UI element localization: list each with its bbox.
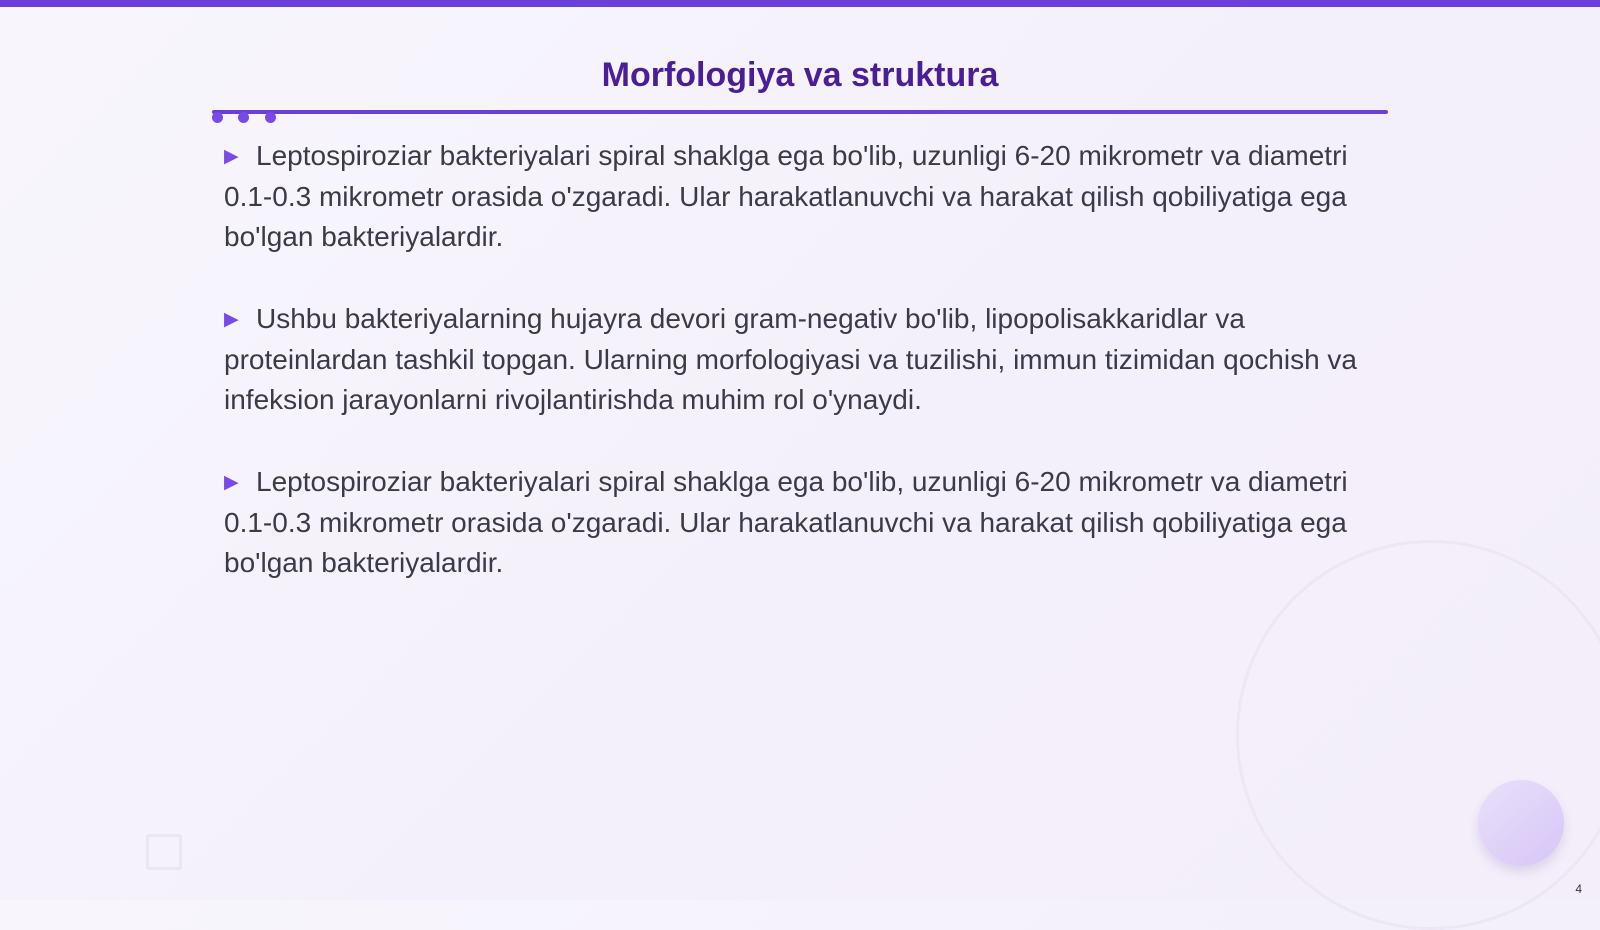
decorative-dot-icon [212, 112, 223, 123]
triangle-bullet-icon: ▶ [224, 146, 239, 167]
top-accent-bar [0, 0, 1600, 7]
triangle-bullet-icon: ▶ [224, 309, 239, 330]
title-underline [212, 110, 1388, 114]
page-number: 4 [1575, 882, 1582, 896]
bullet-item [224, 299, 1374, 420]
bullet-text: Leptospiroziar bakteriyalari spiral shaklga ega bo'lib, uzunligi 6-20 mikrometr va diametri 0.1-0.3 mikrometr orasida o'zgaradi. Ular harakatlanuvchi va harakat qilish qobiliyatiga ega bo'lgan bakteriyalardir. [224, 466, 1348, 578]
bullet-text: Leptospiroziar bakteriyalari spiral shaklga ega bo'lib, uzunligi 6-20 mikrometr va diametri 0.1-0.3 mikrometr orasida o'zgaradi. Ular harakatlanuvchi va harakat qilish qobiliyatiga ega bo'lgan bakteriyalardir. [224, 140, 1348, 252]
bullet-text: Ushbu bakteriyalarning hujayra devori gram-negativ bo'lib, lipopolisakkaridlar va proteinlardan tashkil topgan. Ularning morfologiyasi va tuzilishi, immun tizimidan qochish va infeksion jarayonlarni rivojlantirishda muhim rol o'ynaydi. [224, 303, 1357, 415]
decorative-ring [1236, 540, 1600, 930]
slide-title: Morfologiya va struktura [601, 56, 999, 94]
bullet-item [224, 136, 1374, 257]
bullet-item [224, 462, 1374, 583]
decorative-square [146, 834, 182, 870]
decorative-circle [1478, 780, 1564, 866]
decorative-dot-icon [238, 112, 249, 123]
bullet-list [224, 136, 1374, 625]
decorative-dot-icon [265, 112, 276, 123]
triangle-bullet-icon: ▶ [224, 472, 239, 493]
